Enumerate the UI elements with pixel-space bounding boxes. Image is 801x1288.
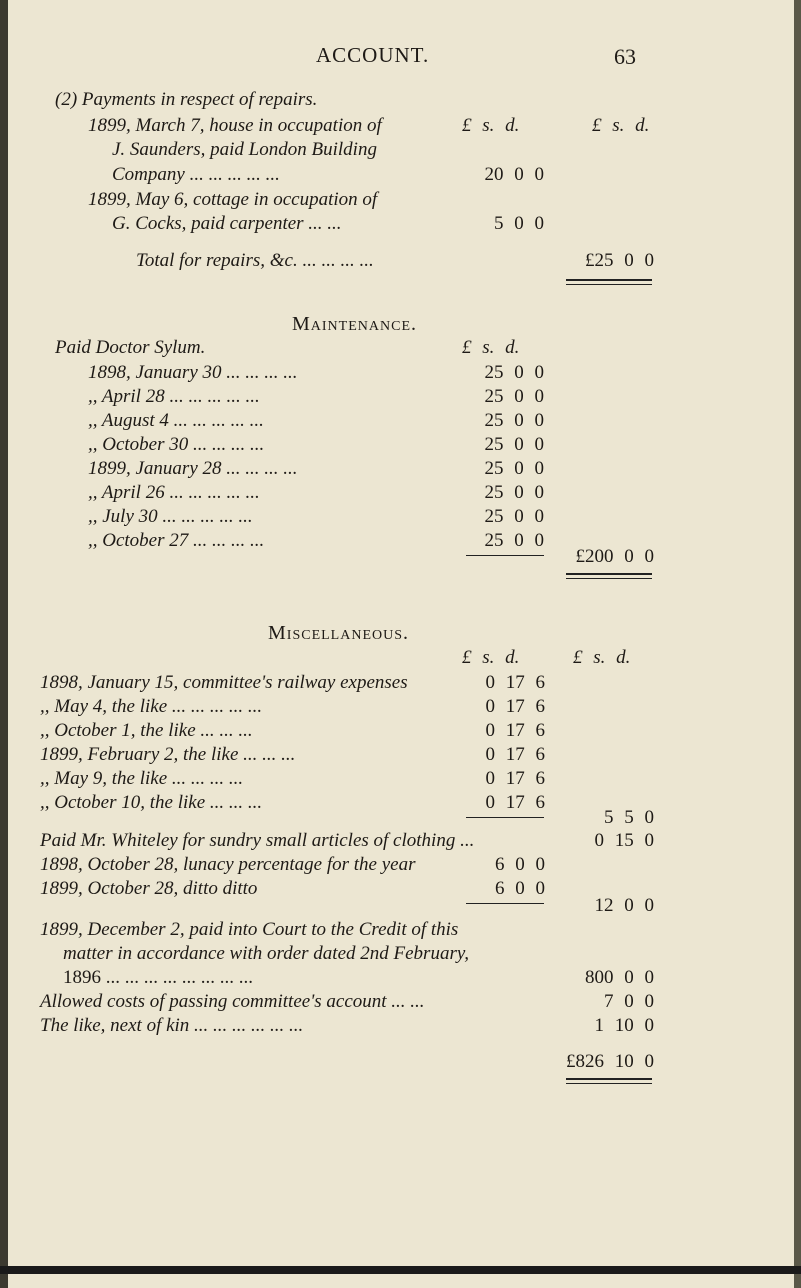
misc-row-label: ,, May 4, the like ... ... ... ... ... <box>40 696 263 717</box>
miscellaneous-heading: Miscellaneous. <box>268 622 410 644</box>
misc-costs-label: Allowed costs of passing committee's account ... ... <box>40 991 425 1012</box>
maintenance-row-label: ,, October 27 ... ... ... ... <box>88 530 265 551</box>
repairs-total: £25 0 0 <box>585 250 654 271</box>
maintenance-total-double-rule <box>566 573 652 579</box>
maintenance-row-amount: 25 0 0 <box>484 482 544 503</box>
maintenance-row-amount: 25 0 0 <box>484 434 544 455</box>
running-title: ACCOUNT. <box>316 43 430 67</box>
misc-lunacy1-label: 1898, October 28, lunacy percentage for the year <box>40 854 416 875</box>
misc-row-label: 1898, January 15, committee's railway expenses <box>40 672 408 693</box>
maintenance-sum-rule <box>466 555 544 556</box>
misc-court-amount: 800 0 0 <box>585 967 654 988</box>
page-bottom-edge <box>0 1266 801 1274</box>
misc-row-amount: 0 17 6 <box>485 768 545 789</box>
maintenance-row-amount: 25 0 0 <box>484 386 544 407</box>
maintenance-row-label: ,, October 30 ... ... ... ... <box>88 434 265 455</box>
misc-row-label: ,, October 1, the like ... ... ... <box>40 720 253 741</box>
misc-row-label: ,, May 9, the like ... ... ... ... <box>40 768 244 789</box>
maintenance-row-label: 1899, January 28 ... ... ... ... <box>88 458 298 479</box>
maintenance-row-amount: 25 0 0 <box>484 530 544 551</box>
repairs-entry2-amount: 5 0 0 <box>494 213 544 234</box>
misc-railway-sum-rule <box>466 817 544 818</box>
maintenance-row-label: ,, August 4 ... ... ... ... ... <box>88 410 264 431</box>
misc-kin-label: The like, next of kin ... ... ... ... ... ... <box>40 1015 304 1036</box>
page-right-edge <box>794 0 801 1288</box>
repairs-entry2-line1: 1899, May 6, cottage in occupation of <box>88 189 378 210</box>
misc-whiteley-label: Paid Mr. Whiteley for sundry small articles of clothing ... <box>40 830 475 851</box>
misc-row-amount: 0 17 6 <box>485 672 545 693</box>
misc-lunacy2-amount: 6 0 0 <box>495 878 545 899</box>
maintenance-row-label: ,, July 30 ... ... ... ... ... <box>88 506 253 527</box>
misc-total-double-rule <box>566 1078 652 1084</box>
maintenance-row-label: ,, April 26 ... ... ... ... ... <box>88 482 260 503</box>
maintenance-row-amount: 25 0 0 <box>484 410 544 431</box>
repairs-total-label: Total for repairs, &c. ... ... ... ... <box>136 250 374 271</box>
repairs-col-header-2: £ s. d. <box>592 115 650 136</box>
misc-row-amount: 0 17 6 <box>485 744 545 765</box>
page-left-edge <box>0 0 8 1288</box>
misc-col-header-1: £ s. d. <box>462 647 520 668</box>
misc-row-amount: 0 17 6 <box>485 720 545 741</box>
misc-lunacy1-amount: 6 0 0 <box>495 854 545 875</box>
maintenance-payee: Paid Doctor Sylum. <box>55 337 206 358</box>
misc-lunacy2-label: 1899, October 28, ditto ditto <box>40 878 258 899</box>
repairs-entry1-line2: J. Saunders, paid London Building <box>112 139 377 160</box>
misc-subtotal-railway: 5 5 0 <box>604 807 654 828</box>
repairs-total-double-rule <box>566 279 652 285</box>
maintenance-col-header: £ s. d. <box>462 337 520 358</box>
misc-total: £826 10 0 <box>566 1051 654 1072</box>
maintenance-row-amount: 25 0 0 <box>484 362 544 383</box>
maintenance-row-label: 1898, January 30 ... ... ... ... <box>88 362 298 383</box>
repairs-entry1-line1: 1899, March 7, house in occupation of <box>88 115 382 136</box>
repairs-heading: (2) Payments in respect of repairs. <box>55 89 318 110</box>
misc-costs-amount: 7 0 0 <box>604 991 654 1012</box>
misc-kin-amount: 1 10 0 <box>594 1015 654 1036</box>
misc-row-label: 1899, February 2, the like ... ... ... <box>40 744 296 765</box>
maintenance-row-amount: 25 0 0 <box>484 458 544 479</box>
misc-court-line2: matter in accordance with order dated 2nd February, <box>63 943 469 964</box>
page-number: 63 <box>614 44 636 69</box>
misc-row-label: ,, October 10, the like ... ... ... <box>40 792 263 813</box>
maintenance-row-amount: 25 0 0 <box>484 506 544 527</box>
misc-row-amount: 0 17 6 <box>485 792 545 813</box>
maintenance-total: £200 0 0 <box>575 546 654 567</box>
maintenance-row-label: ,, April 28 ... ... ... ... ... <box>88 386 260 407</box>
misc-row-amount: 0 17 6 <box>485 696 545 717</box>
misc-lunacy-sum-rule <box>466 903 544 904</box>
repairs-entry1-line3: Company ... ... ... ... ... <box>112 164 280 185</box>
maintenance-heading: Maintenance. <box>292 313 417 335</box>
misc-whiteley-amount: 0 15 0 <box>594 830 654 851</box>
misc-court-line3: 1896 ... ... ... ... ... ... ... ... <box>63 967 253 988</box>
repairs-entry2-line2: G. Cocks, paid carpenter ... ... <box>112 213 342 234</box>
misc-court-line1: 1899, December 2, paid into Court to the Credit of this <box>40 919 459 940</box>
misc-subtotal-lunacy: 12 0 0 <box>594 895 654 916</box>
repairs-col-header-1: £ s. d. <box>462 115 520 136</box>
repairs-entry1-amount: 20 0 0 <box>484 164 544 185</box>
misc-col-header-2: £ s. d. <box>573 647 631 668</box>
